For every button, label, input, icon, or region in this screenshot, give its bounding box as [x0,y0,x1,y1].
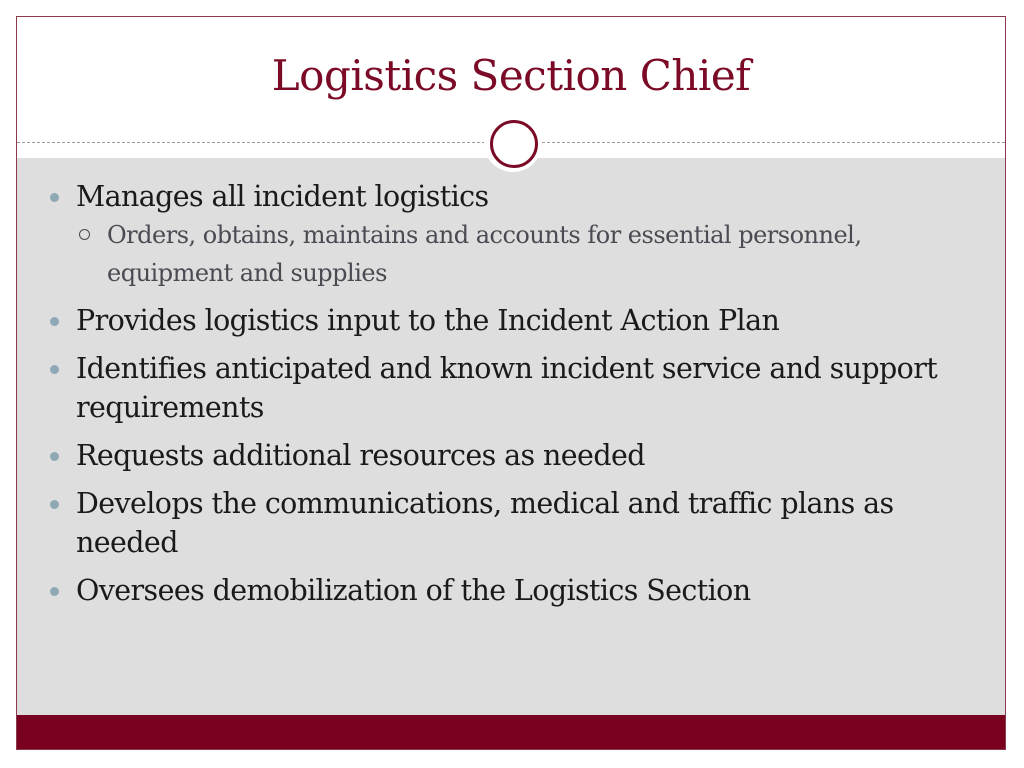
slide [16,16,1006,750]
circle-ornament-icon [484,114,542,172]
bullet-item [45,177,965,292]
bullet-item: Oversees demobilization of the Logistics Section [45,571,965,610]
sub-bullet-list [76,216,965,292]
bullet-list [45,177,965,619]
slide-title: Logistics Section Chief [271,51,751,100]
footer-bar [17,715,1005,749]
bullet-item: Identifies anticipated and known incident service and support requirements [45,349,965,427]
bullet-item: Provides logistics input to the Incident Action Plan [45,301,965,340]
sub-bullet-item: Orders, obtains, maintains and accounts for essential personnel, equipment and supplies [76,216,965,292]
bullet-item: Develops the communications, medical and traffic plans as needed [45,484,965,562]
bullet-item: Requests additional resources as needed [45,436,965,475]
bullet-text: Manages all incident logistics [76,180,489,213]
ring-icon [490,120,538,168]
